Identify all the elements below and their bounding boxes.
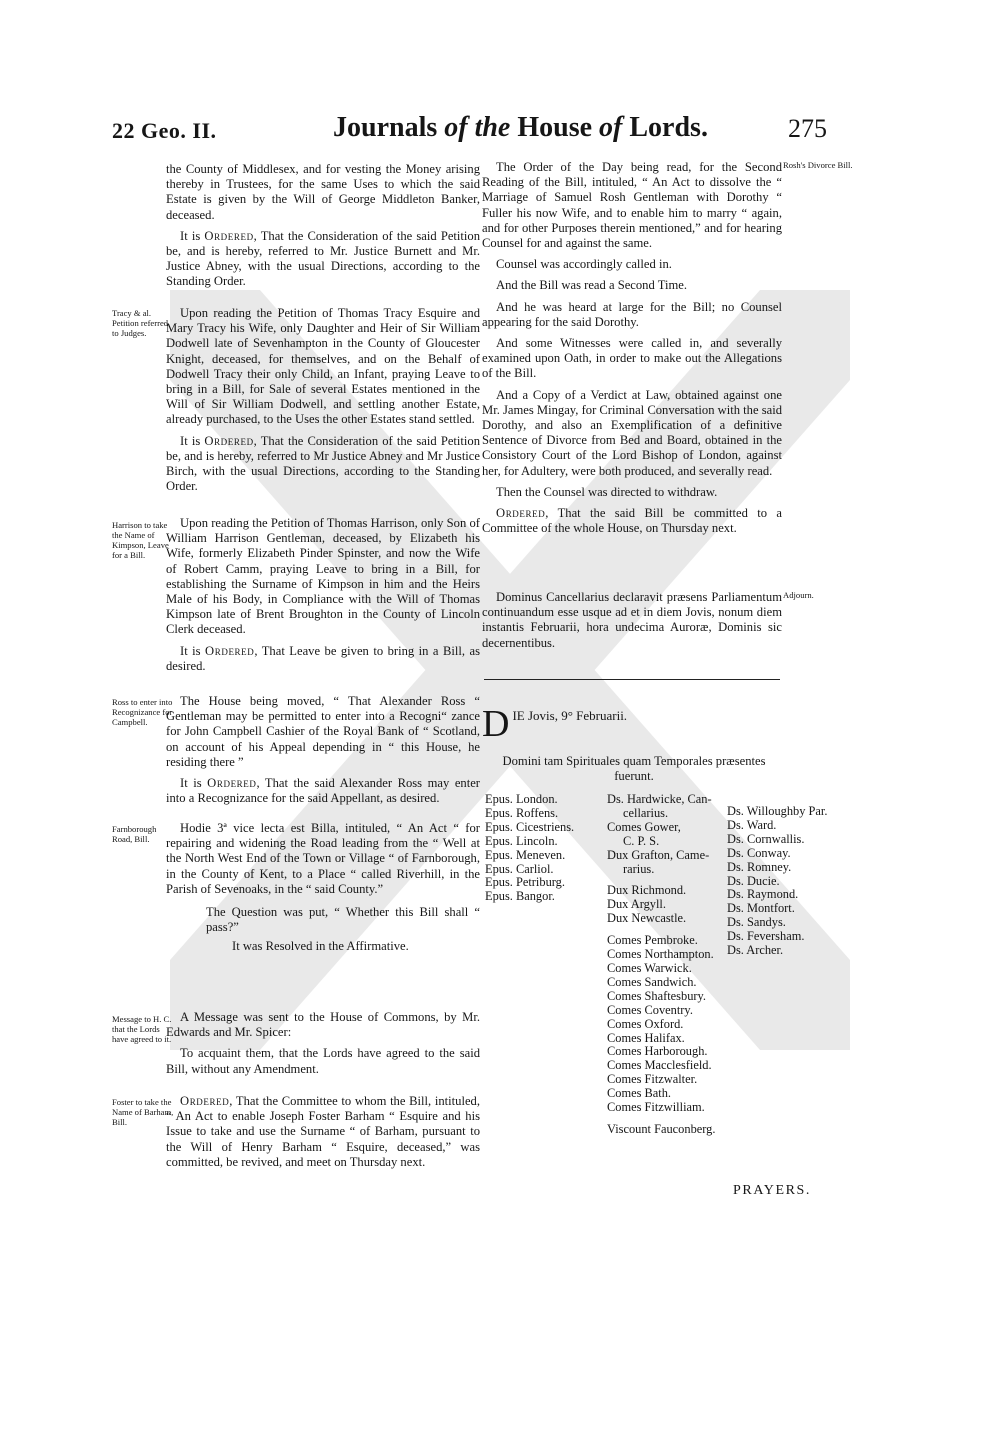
regnal-year: 22 Geo. II. — [112, 118, 217, 143]
entry-harrison-text — [166, 516, 480, 674]
entry-paragraph: It is Ordered, That the Consideration of the said Petition be, and is hereby, referred to Mr Justice Abney and Mr Justice Birch, with the usual Directions, according to the Standing Order. — [166, 433, 480, 494]
baron-name: Ds. Cornwallis. — [727, 831, 805, 846]
lord-name: Dux Richmond. — [607, 883, 687, 898]
entry-paragraph: Ordered, That the Committee to whom the Bill, intituled, “ An Act to enable Joseph Foster Barham “ Esquire and his Issue to take and use the Surname “ of Barham, pursuant to the Will of Henry Barham “ Esquire, deceased,” was committed, be revived, and meet on Thursday next. — [166, 1094, 480, 1169]
present-heading: Domini tam Spirituales quam Temporales præsentes fuerunt. — [502, 754, 766, 784]
bishop-name: Epus. Cicestriens. — [485, 819, 575, 834]
ordered-word: Ordered — [204, 433, 254, 448]
lord-name: Comes Fitzwalter. — [607, 1072, 698, 1087]
lord-name: Comes Bath. — [607, 1086, 672, 1101]
margin-note-farnborough: Farnborough Road, Bill. — [112, 824, 157, 844]
ordered-word: Ordered — [204, 228, 254, 243]
baron-name: Ds. Willoughby Par. — [727, 804, 828, 818]
lord-name: Comes Sandwich. — [607, 974, 697, 989]
lord-name: Dux Argyll. — [607, 897, 666, 912]
entry-paragraph: It is Ordered, That the said Alexander Ross may enter into a Recognizance for the said Appellant, as desired. — [166, 776, 480, 806]
margin-note-divorce: Rosh's Divorce Bill. — [783, 160, 853, 170]
section-divider — [484, 679, 780, 680]
entry-adjourn-text — [482, 590, 782, 651]
entry-paragraph: The Order of the Day being read, for the Second Reading of the Bill, intituled, “ An Act to dissolve the “ Marriage of Samuel Rosh Gentleman with Dorothy “ Fuller his now Wife, and to enable him to marry “ again, and for other Purposes therein mentioned,” and for hearing Counsel for and against the same. — [482, 160, 782, 251]
catchword: PRAYERS. — [733, 1183, 812, 1198]
bishop-name: Epus. London. — [485, 792, 558, 806]
entry-paragraph: Upon reading the Petition of Thomas Harrison, only Son of William Harrison Gentleman, deceased, by Elizabeth his Wife, formerly Elizabeth Pinder Spinster, and now the Wife of Robert Camm, praying Leave to bring in a Bill, for establishing the Surname of Kimpson in him and the Heirs Male of his Body, in Compliance with the Will of Thomas Kimpson late of Brent Broughton in the County of Lincoln Clerk deceased. — [166, 516, 480, 637]
entry-paragraph: Counsel was accordingly called in. — [496, 257, 672, 272]
lord-name: Dux Grafton, Came- — [607, 847, 710, 862]
entry-paragraph: And some Witnesses were called in, and severally examined upon Oath, in order to make out the Allegations of the Bill. — [482, 336, 782, 381]
baron-name: Ds. Ward. — [727, 817, 777, 832]
title-of-the: of the — [444, 112, 511, 143]
entry-message-text — [166, 1010, 480, 1077]
entry-tracy-text — [166, 306, 480, 494]
margin-note-adjourn: Adjourn. — [783, 590, 814, 600]
lord-name: Comes Shaftesbury. — [607, 988, 706, 1003]
margin-note-ross: Ross to enter into Recognizance for Campbell. — [112, 697, 173, 727]
entry-foster-text — [166, 1094, 480, 1170]
journal-title — [333, 112, 708, 144]
entry-paragraph: Hodie 3ª vice lecta est Billa, intituled, “ An Act “ for repairing and widening the Road leading from the “ Well at the North West End of the Town or Village “ of Farnborough, in the County of Kent, to a Place “ called Riverhill, in the Parish of Sevenoaks, in the “ said County.” — [166, 821, 480, 896]
lord-name: Comes Coventry. — [607, 1002, 693, 1017]
entry-paragraph: And the Bill was read a Second Time. — [496, 278, 687, 293]
entry-paragraph: And a Copy of a Verdict at Law, obtained against one Mr. James Mingay, for Criminal Conversation with the said Dorothy, and also an Exemplification of a definitive Sentence of Divorce from Bed and Board, obtained in the Consistory Court of the Lord Bishop of London, against her, for Adultery, were both produced, and severally read. — [482, 387, 782, 478]
baron-name: Ds. Conway. — [727, 845, 791, 860]
entry-paragraph: The Question was put, “ Whether this Bill shall “ pass?” — [206, 905, 480, 935]
bishop-name: Epus. Bangor. — [485, 889, 555, 904]
entry-paragraph: The House being moved, “ That Alexander Ross “ Gentleman may be permitted to enter into a Recogni“ zance for John Campbell Cashier of the Royal Bank of “ Scotland, on account of his Appeal depending in “ this House, he residing there ” — [166, 694, 480, 769]
lord-name: Comes Oxford. — [607, 1016, 684, 1031]
ordered-word: Ordered — [207, 776, 257, 791]
title-house: House — [510, 112, 600, 143]
lord-name: Comes Fitzwilliam. — [607, 1100, 705, 1115]
baron-name: Ds. Ducie. — [727, 873, 780, 888]
lord-name: C. P. S. — [623, 833, 660, 848]
lord-name: Comes Gower, — [607, 819, 681, 834]
lord-name: rarius. — [623, 861, 655, 876]
margin-note-tracy: Tracy & al. Petition referred to Judges. — [112, 308, 169, 338]
date-text: IE Jovis, 9° Februarii. — [512, 708, 628, 723]
bishop-name: Epus. Petriburg. — [485, 875, 565, 890]
ordered-word: Ordered — [180, 1094, 230, 1108]
baron-name: Ds. Montfort. — [727, 901, 795, 916]
entry-paragraph: To acquaint them, that the Lords have agreed to the said Bill, without any Amendment. — [166, 1046, 480, 1076]
entry-paragraph: And he was heard at large for the Bill; no Counsel appearing for the said Dorothy. — [482, 299, 782, 329]
baron-name: Ds. Archer. — [727, 943, 784, 958]
lords-list — [607, 793, 715, 1137]
entry-paragraph: the County of Middlesex, and for vesting the Money arising thereby in Trustees, for the same Uses to which the said Estate is given by the Will of George Middleton Banker, deceased. — [166, 162, 480, 222]
lord-name: Ds. Hardwicke, Can- — [607, 792, 712, 806]
lord-name: cellarius. — [623, 805, 669, 820]
sitting-date — [482, 703, 782, 745]
baron-name: Ds. Feversham. — [727, 929, 805, 944]
lord-name: Dux Newcastle. — [607, 911, 687, 926]
entry-paragraph: It is Ordered, That the Consideration of the said Petition be, and is hereby, referred to Mr. Justice Burnett and Mr. Justice Abney, with the usual Directions, according to the Standing Order. — [166, 228, 480, 289]
margin-note-harrison: Harrison to take the Name of Kimpson, Leave for a Bill. — [112, 520, 169, 560]
lord-name: Comes Halifax. — [607, 1030, 685, 1045]
bishop-name: Epus. Roffens. — [485, 805, 559, 820]
lord-name: Comes Northampton. — [607, 947, 714, 962]
baron-name: Ds. Sandys. — [727, 915, 786, 930]
entry-middleton-text — [166, 162, 480, 290]
lord-name: Comes Harborough. — [607, 1044, 708, 1059]
drop-cap: D — [482, 703, 510, 745]
entry-paragraph: A Message was sent to the House of Commons, by Mr. Edwards and Mr. Spicer: — [166, 1010, 480, 1040]
title-of: of — [599, 112, 623, 143]
bishop-name: Epus. Lincoln. — [485, 833, 558, 848]
entry-ross-text — [166, 694, 480, 806]
lord-name: Comes Pembroke. — [607, 933, 698, 948]
ordered-word: Ordered — [496, 506, 546, 521]
entry-paragraph: Dominus Cancellarius declaravit præsens Parliamentum continuandum esse usque ad et in diem Jovis, nonum diem instantis Februarii, hora undecima Auroræ, Dominis sic decernentibus. — [482, 590, 782, 650]
barons-list — [727, 805, 827, 958]
page-number: 275 — [788, 114, 827, 143]
bishop-name: Epus. Meneven. — [485, 847, 566, 862]
entry-paragraph: Ordered, That the said Bill be committed to a Committee of the whole House, on Thursday next. — [482, 506, 782, 536]
lord-name: Comes Macclesfield. — [607, 1058, 712, 1073]
margin-note-foster: Foster to take the Name of Barham, Bill. — [112, 1097, 174, 1127]
margin-note-message: Message to H. C. that the Lords have agreed to it. — [112, 1014, 172, 1044]
entry-paragraph: Then the Counsel was directed to withdraw. — [496, 484, 718, 499]
entry-paragraph: It is Ordered, That Leave be given to bring in a Bill, as desired. — [166, 643, 480, 673]
title-prefix: Journals — [333, 112, 445, 143]
entry-divorce-text — [482, 160, 782, 536]
bishops-list — [485, 793, 574, 904]
bishop-name: Epus. Carliol. — [485, 861, 554, 876]
lord-name: Viscount Fauconberg. — [607, 1121, 716, 1136]
baron-name: Ds. Raymond. — [727, 887, 799, 902]
baron-name: Ds. Romney. — [727, 859, 792, 874]
entry-farnborough-text — [166, 821, 480, 955]
entry-paragraph: It was Resolved in the Affirmative. — [232, 939, 409, 954]
entry-paragraph: Upon reading the Petition of Thomas Tracy Esquire and Mary Tracy his Wife, only Daughter and Heir of Sir William Dodwell late of Sevenhampton in the County of Gloucester Knight, deceased, for themselves, and on the Behalf of Dodwell Tracy their only Child, an Infant, praying Leave to bring in a Bill, for Sale of several Estates mentioned in the Will of Sir William Dodwell, and settling another Estate, already purchased, to the Uses the other Estates stand settled. — [166, 306, 480, 427]
ordered-word: Ordered — [205, 643, 255, 658]
title-lords: Lords. — [622, 112, 708, 143]
lord-name: Comes Warwick. — [607, 960, 692, 975]
